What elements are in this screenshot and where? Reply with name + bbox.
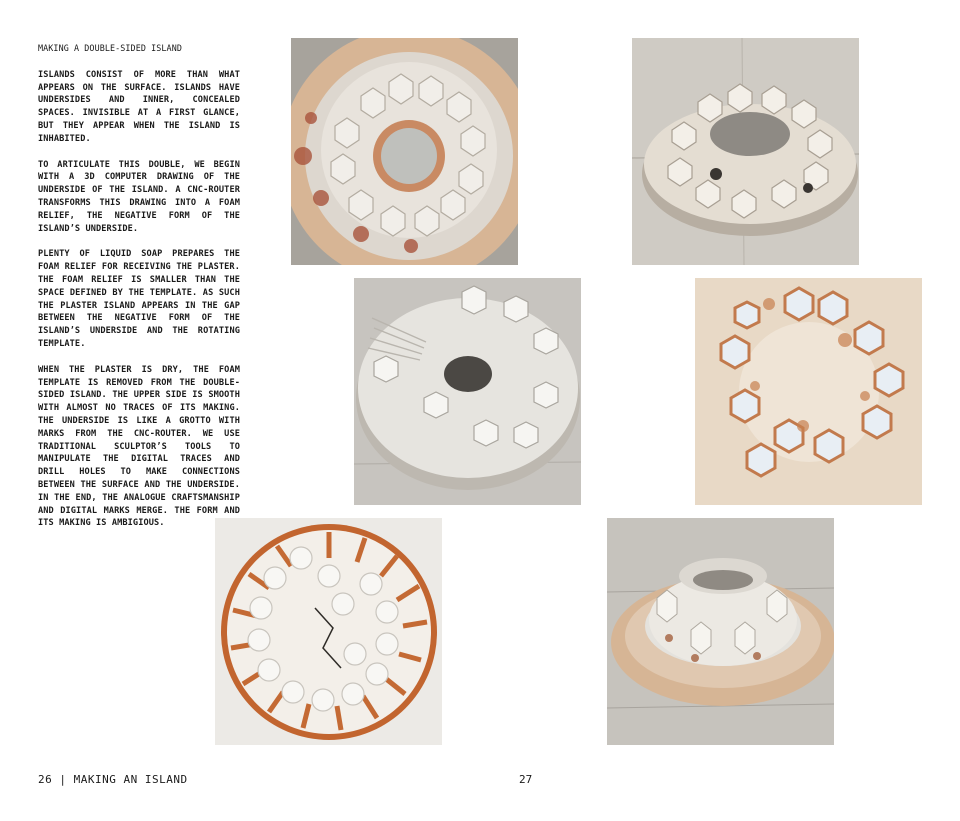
photo-island-wood-image: [607, 518, 834, 745]
photo-plaster-island-image: [632, 38, 859, 265]
article-paragraph-1: ISLANDS CONSIST OF MORE THAN WHAT APPEARS ON THE SURFACE. ISLANDS HAVE UNDERSIDES AND INNER, CONCEALED SPACES. INVISIBLE AT A FIRST GLANCE, BUT THEY APPEAR WHEN THE ISLAND IS INHABITED.: [38, 69, 240, 144]
photo-foam-hex-cavities: [695, 278, 922, 505]
article-paragraph-3: PLENTY OF LIQUID SOAP PREPARES THE FOAM RELIEF FOR RECEIVING THE PLASTER. THE FOAM RELIEF IS SMALLER THAN THE SPACE DEFINED BY THE TEMPLATE. AS SUCH THE PLASTER ISLAND APPEARS IN THE GAP BETWEEN THE NEGATIVE FORM OF THE ISLAND’S UNDERSIDE AND THE ROTATING TEMPLATE.: [38, 249, 240, 349]
photo-plaster-disc-image: [354, 278, 581, 505]
photo-foam-relief-top-view: [291, 38, 518, 265]
photo-foam-cavities-image: [695, 278, 922, 505]
article-paragraph-2: TO ARTICULATE THIS DOUBLE, WE BEGIN WITH A 3D COMPUTER DRAWING OF THE UNDERSIDE OF THE ISLAND. A CNC-ROUTER TRANSFORMS THIS DRAWING INTO A FOAM RELIEF, THE NEGATIVE FORM OF THE ISLAND’S UNDERSIDE.: [38, 159, 240, 234]
footer-page-number-right: 27: [519, 773, 533, 786]
photo-island-on-wooden-disc: [607, 518, 834, 745]
photo-rotating-template: [215, 518, 442, 745]
article-paragraph-4: WHEN THE PLASTER IS DRY, THE FOAM TEMPLATE IS REMOVED FROM THE DOUBLE-SIDED ISLAND. THE UPPER SIDE IS SMOOTH WITH ALMOST NO TRACES OF ITS MAKING. THE UNDERSIDE IS LIKE A GROTTO WITH MARKS FROM THE CNC-ROUTER. WE USE TRADITIONAL SCULPTOR’S TOOLS TO MANIPULATE THE DIGITAL TRACES AND DRILL HOLES TO MAKE CONNECTIONS BETWEEN THE SURFACE AND THE UNDERSIDE. IN THE END, THE ANALOGUE CRAFTSMANSHIP AND DIGITAL MARKS MERGE. THE FORM AND ITS MAKING IS AMBIGIOUS.: [38, 364, 240, 529]
article-text-column: [38, 42, 240, 543]
footer-page-number-left: 26 | MAKING AN ISLAND: [38, 773, 188, 786]
photo-plaster-disc-upper-side: [354, 278, 581, 505]
photo-template-image: [215, 518, 442, 745]
photo-plaster-island-floor: [632, 38, 859, 265]
article-heading: MAKING A DOUBLE-SIDED ISLAND: [38, 43, 182, 53]
photo-foam-relief-image: [291, 38, 518, 265]
